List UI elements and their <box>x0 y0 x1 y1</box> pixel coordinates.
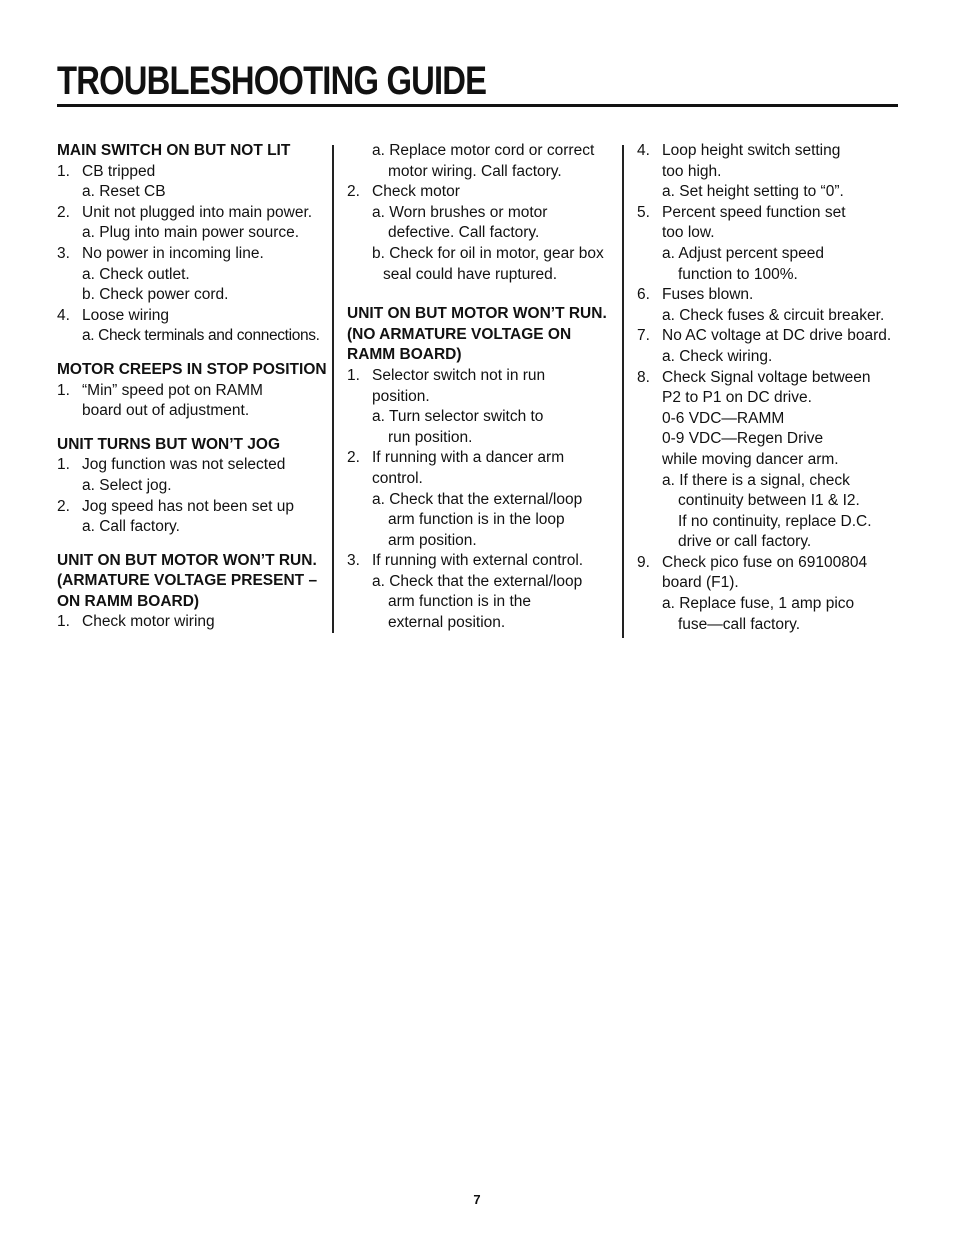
item-remedy: drive or call factory. <box>678 533 812 551</box>
item-number: 1. <box>57 162 70 180</box>
item-remedy: a. Check fuses & circuit breaker. <box>662 306 885 324</box>
list-item <box>57 612 327 633</box>
item-remedy: defective. Call factory. <box>388 224 540 242</box>
list-item <box>637 368 907 553</box>
item-remedy: continuity between I1 & I2. <box>678 492 860 510</box>
list-item <box>347 448 622 551</box>
item-text: control. <box>372 469 423 487</box>
item-remedy: b. Check power cord. <box>82 286 229 304</box>
item-number: 9. <box>637 553 650 571</box>
page-number: 7 <box>473 1192 481 1207</box>
list-item <box>637 141 907 203</box>
item-text: Check motor wiring <box>82 613 215 631</box>
list-item <box>347 141 622 182</box>
list-item <box>347 551 622 633</box>
item-number: 4. <box>57 306 70 324</box>
item-text: Loop height switch setting <box>662 142 841 159</box>
item-text: Unit not plugged into main power. <box>82 203 313 221</box>
item-remedy: a. Reset CB <box>82 183 166 201</box>
section-motor-creeps <box>57 360 327 422</box>
item-text: No power in incoming line. <box>82 244 264 262</box>
item-number: 7. <box>637 327 650 345</box>
item-text: 0-6 VDC—RAMM <box>662 409 785 427</box>
item-text: Jog speed has not been set up <box>82 497 294 515</box>
list-item <box>347 366 622 448</box>
section-heading: UNIT ON BUT MOTOR WON’T RUN. <box>57 551 317 569</box>
item-remedy: If no continuity, replace D.C. <box>678 512 872 530</box>
item-text: 0-9 VDC—Regen Drive <box>662 430 824 448</box>
column-left <box>57 141 327 633</box>
list-item <box>637 326 907 367</box>
item-text: position. <box>372 387 430 405</box>
column-divider <box>622 145 624 638</box>
item-number: 6. <box>637 286 650 304</box>
item-text: “Min” speed pot on RAMM <box>82 381 263 399</box>
item-text: Jog function was not selected <box>82 456 286 474</box>
item-text: If running with a dancer arm <box>372 449 565 467</box>
item-remedy: seal could have ruptured. <box>383 265 558 283</box>
item-text: No AC voltage at DC drive board. <box>662 327 892 345</box>
section-heading: (NO ARMATURE VOLTAGE ON <box>347 325 572 343</box>
item-number: 3. <box>347 552 360 570</box>
item-remedy: a. Check terminals and connections. <box>82 327 320 345</box>
item-remedy: b. Check for oil in motor, gear box <box>372 244 604 262</box>
item-remedy: a. Plug into main power source. <box>82 224 300 242</box>
item-text: CB tripped <box>82 162 156 180</box>
item-text: board out of adjustment. <box>82 402 250 420</box>
list-item <box>637 285 907 326</box>
list-item <box>637 553 907 635</box>
list-item <box>57 244 327 306</box>
list-item <box>57 203 327 244</box>
item-remedy: a. Call factory. <box>82 518 180 536</box>
item-text: Selector switch not in run <box>372 366 546 384</box>
section-heading: UNIT ON BUT MOTOR WON’T RUN. <box>347 305 607 323</box>
section-heading: RAMM BOARD) <box>347 346 462 364</box>
item-remedy: arm position. <box>388 531 477 549</box>
item-number: 2. <box>347 449 360 467</box>
item-number: 1. <box>57 456 70 474</box>
section-heading: MOTOR CREEPS IN STOP POSITION <box>57 360 327 378</box>
item-text: Percent speed function set <box>662 203 846 221</box>
item-remedy: a. Replace fuse, 1 amp pico <box>662 595 855 613</box>
column-middle <box>347 141 622 634</box>
item-text: P2 to P1 on DC drive. <box>662 389 812 407</box>
list-item <box>57 497 327 538</box>
item-number: 1. <box>57 613 70 631</box>
item-number: 2. <box>347 183 360 201</box>
item-remedy: a. Check wiring. <box>662 347 773 365</box>
item-text: Fuses blown. <box>662 286 754 304</box>
item-remedy: a. Check that the external/loop <box>372 490 583 508</box>
item-remedy: a. Set height setting to “0”. <box>662 183 844 201</box>
list-item <box>57 455 327 496</box>
item-number: 3. <box>57 244 70 262</box>
section-heading: (ARMATURE VOLTAGE PRESENT – <box>57 572 318 590</box>
item-text: Check motor <box>372 183 460 201</box>
item-remedy: a. Select jog. <box>82 476 172 494</box>
item-text: while moving dancer arm. <box>662 450 839 468</box>
item-remedy: function to 100%. <box>678 265 798 283</box>
item-remedy: a. If there is a signal, check <box>662 471 850 489</box>
item-number: 8. <box>637 368 650 386</box>
item-remedy: arm function is in the <box>388 593 532 611</box>
section-continued <box>347 141 622 285</box>
title-rule <box>57 104 898 107</box>
item-text: Check pico fuse on 69100804 <box>662 553 868 571</box>
item-number: 2. <box>57 203 70 221</box>
item-remedy: a. Check that the external/loop <box>372 572 583 590</box>
section-heading: UNIT TURNS BUT WON’T JOG <box>57 435 281 453</box>
section-armature-present <box>57 551 327 633</box>
item-number: 1. <box>347 366 360 384</box>
column-divider <box>332 145 334 633</box>
item-remedy: a. Worn brushes or motor <box>372 203 548 221</box>
column-right <box>637 141 907 635</box>
section-main-switch <box>57 141 327 347</box>
item-remedy: a. Turn selector switch to <box>372 408 544 426</box>
item-text: too low. <box>662 224 715 242</box>
item-remedy: a. Check outlet. <box>82 265 190 283</box>
item-remedy: fuse—call factory. <box>678 615 801 633</box>
item-number: 2. <box>57 497 70 515</box>
list-item <box>57 381 327 422</box>
item-number: 5. <box>637 203 650 221</box>
list-item <box>637 203 907 285</box>
item-remedy: motor wiring. Call factory. <box>388 162 562 180</box>
page-title: TROUBLESHOOTING GUIDE <box>57 59 487 103</box>
section-heading: MAIN SWITCH ON BUT NOT LIT <box>57 142 291 159</box>
section-unit-turns <box>57 435 327 538</box>
item-number: 1. <box>57 381 70 399</box>
item-remedy: a. Replace motor cord or correct <box>372 142 595 159</box>
item-text: too high. <box>662 162 722 180</box>
item-text: If running with external control. <box>372 552 584 570</box>
item-text: Loose wiring <box>82 306 170 324</box>
section-no-armature <box>347 304 622 634</box>
list-item <box>57 306 327 347</box>
item-remedy: external position. <box>388 614 506 632</box>
item-number: 4. <box>637 142 650 159</box>
item-remedy: run position. <box>388 428 473 446</box>
list-item <box>347 182 622 285</box>
item-text: board (F1). <box>662 574 739 592</box>
item-text: Check Signal voltage between <box>662 368 871 386</box>
list-item <box>57 162 327 203</box>
section-heading: ON RAMM BOARD) <box>57 592 200 610</box>
item-remedy: a. Adjust percent speed <box>662 244 825 262</box>
item-remedy: arm function is in the loop <box>388 511 565 529</box>
